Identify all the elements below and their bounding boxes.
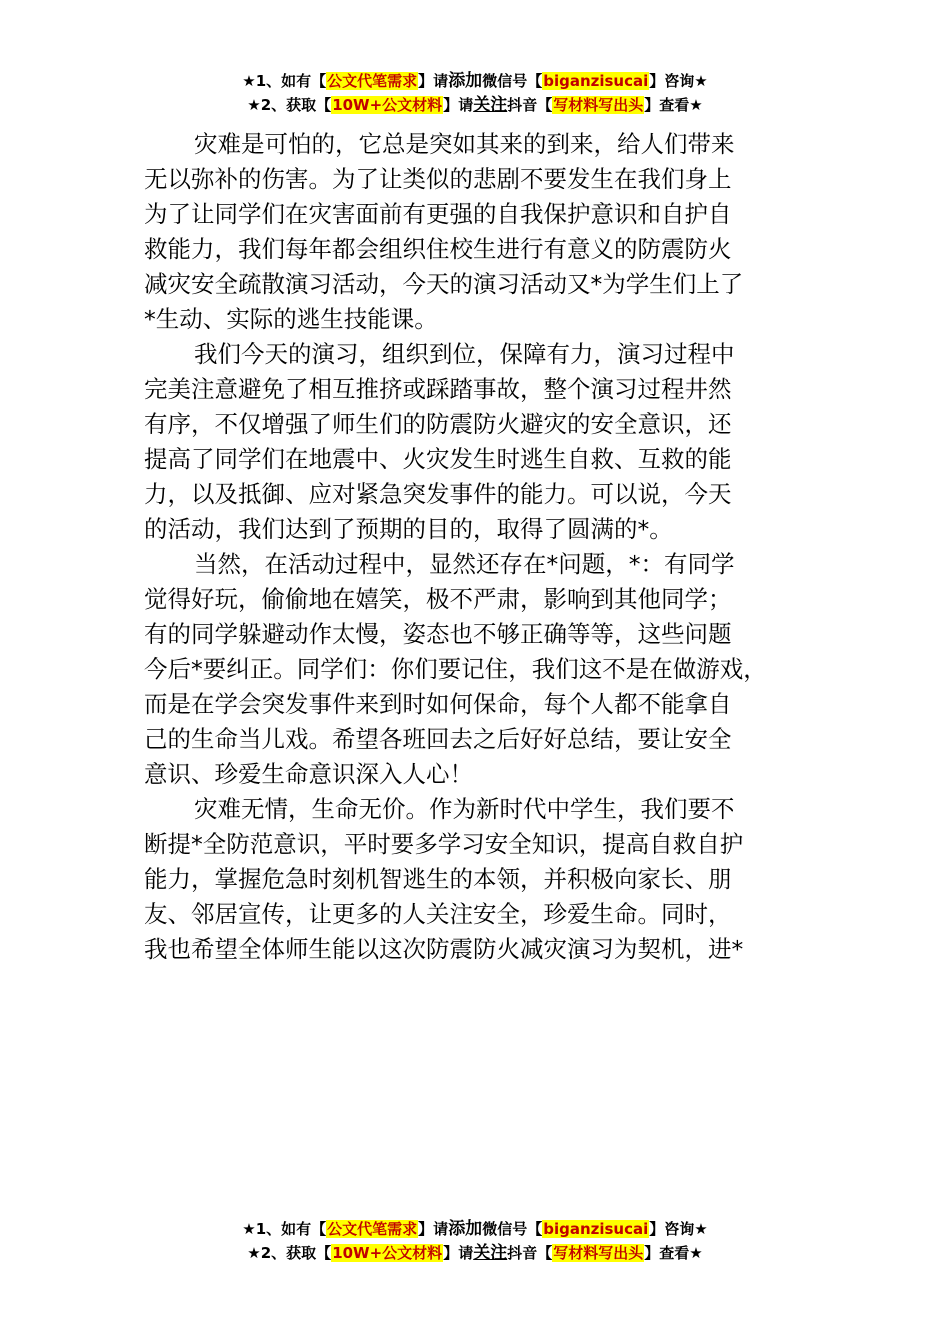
- paragraph-2-line: 的活动，我们达到了预期的目的，取得了圆满的*。: [144, 515, 673, 543]
- paragraph-2-line: 我们今天的演习，组织到位，保障有力，演习过程中: [194, 340, 735, 368]
- paragraph-3-line: 有的同学躲避动作太慢，姿态也不够正确等等，这些问题: [144, 620, 732, 648]
- header-banner: [0, 69, 950, 117]
- banner-line-2: ★2、获取【10W+公文材料】请关注抖音【写材料写出头】查看★: [247, 95, 703, 115]
- highlight-wechat-id: biganzisucai: [543, 72, 649, 90]
- paragraph-4-line: 能力，掌握危急时刻机智逃生的本领，并积极向家长、朋: [144, 865, 732, 893]
- highlight-materials: 10W+公文材料: [332, 96, 443, 114]
- star-icon: ★: [242, 72, 256, 90]
- document-body: [144, 127, 809, 967]
- paragraph-1-line: 为了让同学们在灾害面前有更强的自我保护意识和自护自: [144, 200, 732, 228]
- paragraph-3-line: 己的生命当儿戏。希望各班回去之后好好总结，要让安全: [144, 725, 732, 753]
- paragraph-1-line: *生动、实际的逃生技能课。: [144, 305, 438, 333]
- star-icon: ★: [242, 1220, 256, 1238]
- paragraph-4-line: 友、邻居宣传，让更多的人关注安全，珍爱生命。同时，: [144, 900, 732, 928]
- banner-line-1: ★1、如有【公文代笔需求】请添加微信号【biganzisucai】咨询★: [242, 71, 708, 91]
- paragraph-2-line: 力，以及抵御、应对紧急突发事件的能力。可以说，今天: [144, 480, 732, 508]
- banner-line-2: ★2、获取【10W+公文材料】请关注抖音【写材料写出头】查看★: [247, 1243, 703, 1263]
- paragraph-1-line: 无以弥补的伤害。为了让类似的悲剧不要发生在我们身上: [144, 165, 732, 193]
- paragraph-3-line: 当然，在活动过程中，显然还存在*问题，*：有同学: [194, 550, 735, 578]
- paragraph-4-line: 我也希望全体师生能以这次防震防火减灾演习为契机，进*: [144, 935, 744, 963]
- star-icon: ★: [689, 96, 703, 114]
- paragraph-1-line: 减灾安全疏散演习活动，今天的演习活动又*为学生们上了: [144, 270, 744, 298]
- star-icon: ★: [694, 1220, 708, 1238]
- paragraph-2-line: 有序，不仅增强了师生们的防震防火避灾的安全意识，还: [144, 410, 732, 438]
- paragraph-2-line: 提高了同学们在地震中、火灾发生时逃生自救、互救的能: [144, 445, 732, 473]
- paragraph-3-line: 意识、珍爱生命意识深入人心！: [144, 760, 473, 788]
- highlight-douyin-account: 写材料写出头: [553, 1244, 644, 1262]
- highlight-service: 公文代笔需求: [327, 72, 418, 90]
- paragraph-4-line: 灾难无情，生命无价。作为新时代中学生，我们要不: [194, 795, 735, 823]
- paragraph-3-line: 而是在学会突发事件来到时如何保命，每个人都不能拿自: [144, 690, 732, 718]
- footer-banner: [0, 1217, 950, 1265]
- paragraph-3-line: 觉得好玩，偷偷地在嬉笑，极不严肃，影响到其他同学；: [144, 585, 732, 613]
- paragraph-1-line: 救能力，我们每年都会组织住校生进行有意义的防震防火: [144, 235, 732, 263]
- highlight-wechat-id: biganzisucai: [543, 1220, 649, 1238]
- paragraph-3-line: 今后*要纠正。同学们：你们要记住，我们这不是在做游戏，: [144, 655, 767, 683]
- star-icon: ★: [247, 96, 261, 114]
- paragraph-2-line: 完美注意避免了相互推挤或踩踏事故，整个演习过程井然: [144, 375, 732, 403]
- star-icon: ★: [694, 72, 708, 90]
- star-icon: ★: [689, 1244, 703, 1262]
- paragraph-4-line: 断提*全防范意识，平时要多学习安全知识，提高自救自护: [144, 830, 744, 858]
- paragraph-1-line: 灾难是可怕的，它总是突如其来的到来，给人们带来: [194, 130, 735, 158]
- highlight-service: 公文代笔需求: [327, 1220, 418, 1238]
- star-icon: ★: [247, 1244, 261, 1262]
- highlight-douyin-account: 写材料写出头: [553, 96, 644, 114]
- banner-line-1: ★1、如有【公文代笔需求】请添加微信号【biganzisucai】咨询★: [242, 1219, 708, 1239]
- highlight-materials: 10W+公文材料: [332, 1244, 443, 1262]
